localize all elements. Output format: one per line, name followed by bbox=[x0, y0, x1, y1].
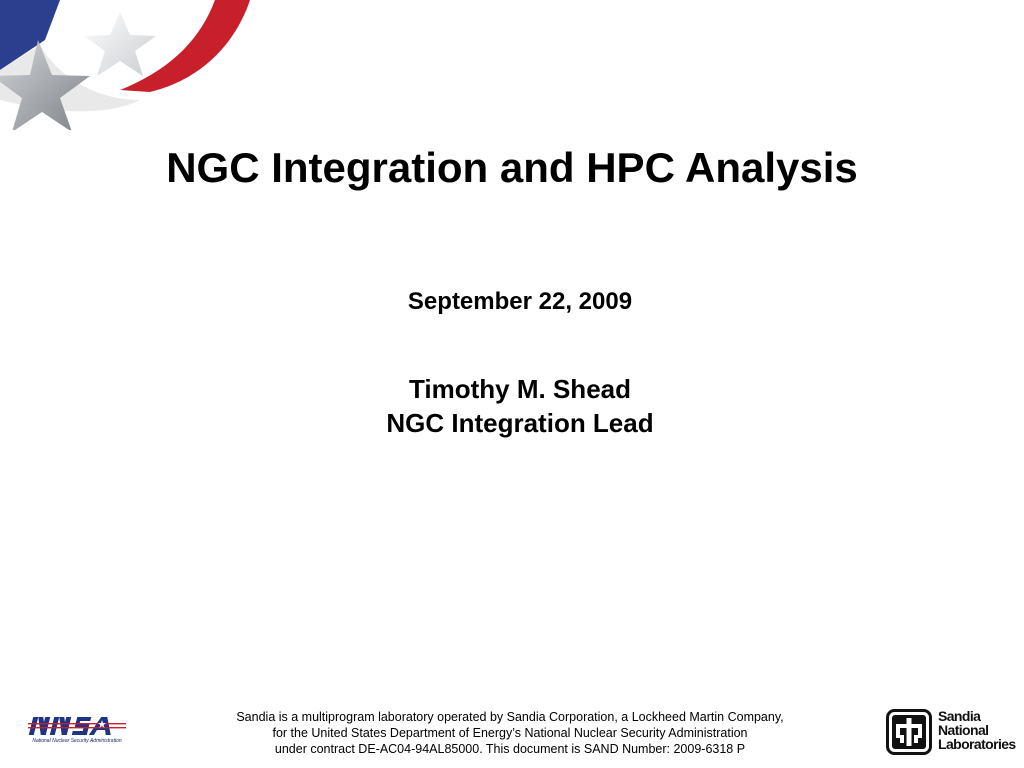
sandia-thunderbird-icon bbox=[886, 709, 932, 755]
footer-line: under contract DE-AC04-94AL85000. This document is SAND Number: 2009-6318 P bbox=[274, 742, 746, 756]
footer-disclaimer bbox=[190, 709, 830, 757]
presentation-date: September 22, 2009 bbox=[407, 288, 633, 315]
sandia-wordmark-line: National bbox=[938, 722, 989, 738]
sandia-wordmark bbox=[938, 709, 1016, 751]
nnsa-logo bbox=[26, 714, 128, 748]
flag-star-graphic bbox=[0, 0, 260, 130]
nnsa-lettermark-icon bbox=[26, 714, 128, 738]
slide-title: NGC Integration and HPC Analysis bbox=[166, 144, 858, 191]
footer-line: Sandia is a multiprogram laboratory operated by Sandia Corporation, a Lockheed Martin Company, bbox=[236, 710, 784, 724]
footer-line: for the United States Department of Energy’s National Nuclear Security Administration bbox=[272, 726, 748, 740]
author-role: NGC Integration Lead bbox=[386, 408, 654, 438]
author-block bbox=[0, 372, 1024, 440]
author-name: Timothy M. Shead bbox=[409, 374, 631, 404]
sandia-wordmark-line: Sandia bbox=[938, 708, 981, 724]
sandia-wordmark-line: Laboratories bbox=[938, 736, 1016, 752]
nnsa-tagline: National Nuclear Security Administration bbox=[32, 738, 122, 744]
sandia-logo bbox=[886, 707, 1014, 759]
